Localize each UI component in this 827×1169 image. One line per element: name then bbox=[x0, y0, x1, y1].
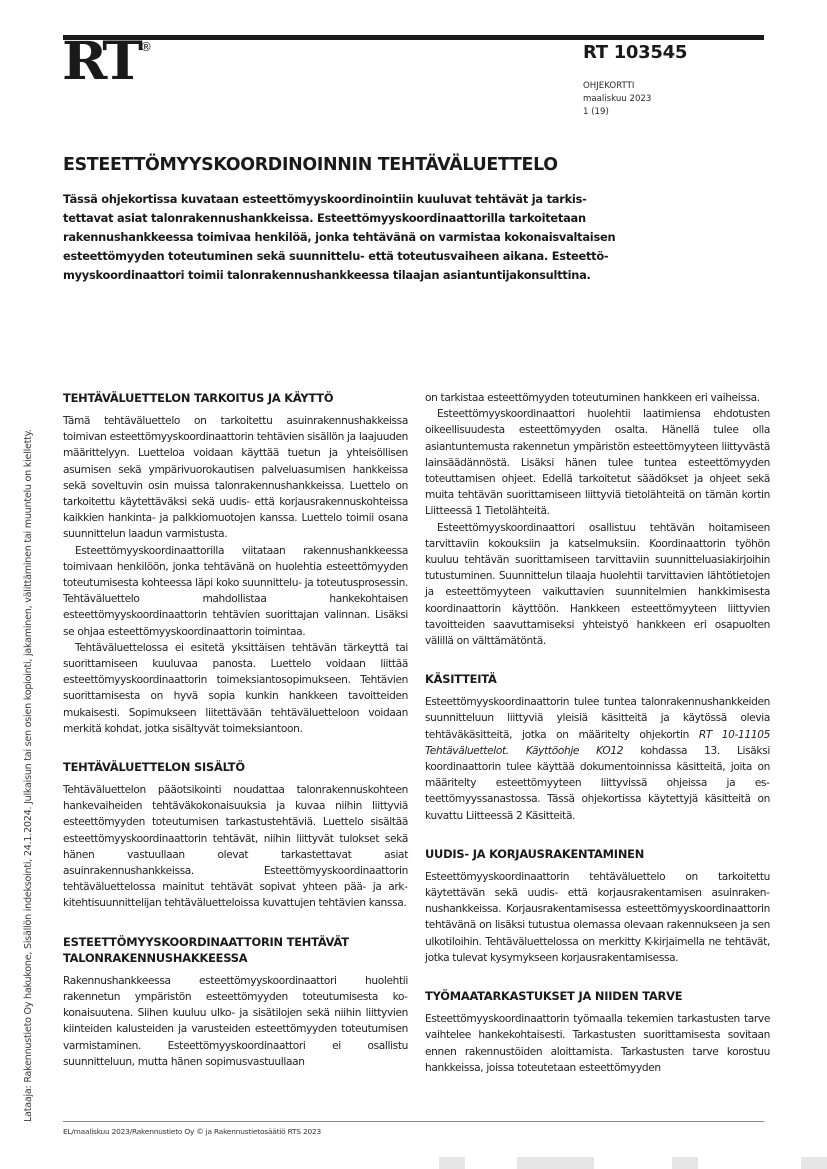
footer-rule bbox=[63, 1121, 764, 1122]
document-date: maaliskuu 2023 bbox=[583, 94, 652, 104]
section-heading: TEHTÄVÄLUETTELON TARKOITUS JA KÄYTTÖ bbox=[63, 391, 334, 405]
lead-line: esteettömyyden toteutuminen sekä suunnittelu- että toteutusvaiheen aikana. Esteettö- bbox=[63, 249, 609, 263]
document-type: OHJEKORTTI bbox=[583, 81, 635, 91]
section-sisalto bbox=[63, 759, 408, 912]
section-uudis bbox=[425, 846, 770, 966]
section-tarkoitus bbox=[63, 390, 408, 737]
body-text: kohdassa 13. Lisäksi koordinaattorin tulee käyttää dokumentoinnissa käsitteitä, joita on määritelty esteettömyyteen liittyvissä ohjeissa ja esteettömyyssanastossa. Tässä ohjekortissa käytettyjä käsitteitä on kuvattu Liitteessä 2 Käsitteitä. bbox=[425, 744, 770, 822]
body-paragraph: Tehtäväluettelon pääotsikointi noudattaa talonrakennuskohteen hankevaiheiden tehtäväkokonaisuuksia ja kuvaa niihin liittyviä esteettömyyden toteutumisen tarkastustehtäviä. Luettelo sisältää esteettömyyskoordinaattorin tehtävät, niihin liittyvät tulokset sekä hänen vastuullaan olevat tarkastettavat asiat asuinrakennushankkeissa. Esteettömyyskoordinaattorin tehtäväluettelossa mainitut tehtävät sopivat yhteen pää- ja arkkitehtisuunnittelijan tehtäväluetteloissa kuvattujen tehtävien kanssa. bbox=[63, 784, 408, 910]
page-title: ESTEETTÖMYYSKOORDINOINNIN TEHTÄVÄLUETTELO bbox=[63, 155, 558, 175]
body-paragraph: Esteettömyyskoordinaattori huolehtii laatimiensa ehdotusten oikeellisuudesta esteettömyyden osalta. Hänellä tulee olla asiantuntemusta rakennetun ympäristön esteettömyyteen liittyvästä lainsäädännöstä. Lisäksi hänen tulee tuntea esteettömyyden toteuttamisen ohjeet. Edellä tarkoitetut säädökset ja ohjeet sekä muita tehtävän suorittamiseen liittyviä tietolähteitä on tämän kortin Liitteessä 1 Tietolähteitä. bbox=[425, 408, 770, 518]
body-paragraph: Rakennushankkeessa esteettömyyskoordinaattori huolehtii rakennetun ympäristön esteettömyyden toteutumisesta kokonaisuutena. Siihen kuuluu ulko- ja sisätilojen sekä niihin liittyvien kiinteiden kalusteiden ja varusteiden esteettömyyden toteutumisen varmistaminen. Esteettömyyskoordinaattori ei osallistu suunnitteluun, mutta hänen sopimusvastuullaan bbox=[63, 974, 408, 1068]
body-paragraph: Esteettömyyskoordinaattorilla viitataan rakennushankkeessa toimivaan henkilöön, jonka tehtävänä on huolehtia esteettömyyden toteutumisesta kohteessa läpi koko suunnittelu- ja toteutusprosessin. Tehtäväluettelo mahdollistaa hankekohtaisen esteettömyyskoordinaattorin tehtävien suorittajan valinnan. Lisäksi se ohjaa esteettömyyskoordinaattorin toimintaa. bbox=[63, 544, 408, 638]
section-kasitteita bbox=[425, 671, 770, 824]
document-reference: RT 10-11105 Tehtäväluettelot. Käyttöohje KO12 bbox=[425, 728, 770, 757]
lead-line: Tässä ohjekortissa kuvataan esteettömyyskoordinointiin kuuluvat tehtävät ja tarkis- bbox=[63, 192, 587, 206]
body-paragraph: Tämä tehtäväluettelo on tarkoitettu asuinrakennushakkeissa toimivan esteettömyyskoordinaattorin tehtävien sisällön ja laajuuden määrittelyyn. Luetteloa voidaan käyttää tuetun ja yhteisöllisen asumisen sekä ympärivuorokautisen palveluasumisen hankkeissa sekä soveltuvin osin muissa talonrakennushankkeissa. Luettelo on tarkoitettu käytettäväksi sekä uudis- että korjausrakennuskohteissa kaikkien hankinta- ja palkkiomuotojen kanssa. Luettelo toimii osana suunnittelun laadun varmistusta. bbox=[63, 415, 408, 541]
body-paragraph: Tehtäväluettelossa ei esitetä yksittäisen tehtävän tärkeyttä tai suorittamiseen kuuluvaa panosta. Luettelo voidaan liittää esteettömyyskoordinaattorin toimeksiantosopimukseen. Tehtävien suorittamisesta on hyvä sopia kunkin hankkeen tavoitteiden mukaisesti. Sopimukseen liitettävään tehtäväluetteloon voidaan merkitä kohdat, jotka sisältyvät toimeksiantoon. bbox=[63, 641, 408, 735]
footer-decoration bbox=[439, 1157, 465, 1169]
document-number: RT 103545 bbox=[583, 42, 688, 63]
footer-decoration bbox=[517, 1157, 594, 1169]
registered-mark: ® bbox=[140, 40, 152, 54]
body-paragraph: Esteettömyyskoordinaattorin työmaalla tekemien tarkastusten tarve vaihtelee hankekohtaisesti. Tarkastusten suorittamisesta sovitaan ennen rakennustöiden aloittamista. Tarkastusten tarve korostuu hankkeissa, joissa toteutetaan esteettömyyden bbox=[425, 1013, 770, 1074]
rt-logo: RT bbox=[62, 31, 139, 92]
left-column bbox=[63, 390, 408, 1092]
section-heading: TYÖMAATARKASTUKSET JA NIIDEN TARVE bbox=[425, 989, 683, 1004]
section-tehtavat bbox=[63, 934, 408, 1070]
document-meta bbox=[583, 80, 651, 119]
section-tehtavat-continued bbox=[425, 390, 770, 649]
section-heading: TEHTÄVÄLUETTELON SISÄLTÖ bbox=[63, 760, 245, 775]
right-column bbox=[425, 390, 770, 1098]
lead-line: tettavat asiat talonrakennushankkeissa. Esteettömyyskoordinaattorilla tarkoitetaan bbox=[63, 211, 586, 225]
footer-decoration bbox=[801, 1157, 827, 1169]
header-rule bbox=[63, 35, 764, 40]
footer-copyright: EL/maaliskuu 2023/Rakennustieto Oy © ja Rakennustietosäätiö RTS 2023 bbox=[63, 1127, 321, 1136]
lead-paragraph bbox=[63, 190, 616, 285]
body-text: Esteettömyyskoordinaattorin tulee tuntea talonrakennushankkeiden suunnitteluun liittyviä yleisiä käsitteitä ja käytössä olevia tehtäväkäsitteitä, jotka on määritelty ohjekortin bbox=[425, 696, 770, 741]
lead-line: myyskoordinaattori toimii talonrakennushankkeessa tilaajan asiantuntijakonsulttina. bbox=[63, 268, 591, 282]
body-paragraph: on tarkistaa esteettömyyden toteutuminen hankkeen eri vaiheissa. bbox=[425, 392, 760, 404]
section-heading: UUDIS- JA KORJAUSRAKENTAMINEN bbox=[425, 846, 645, 861]
section-heading: KÄSITTEITÄ bbox=[425, 672, 497, 687]
section-heading: ESTEETTÖMYYSKOORDINAATTORIN TEHTÄVÄT TALONRAKENNUSHAKKEESSA bbox=[63, 934, 349, 965]
lead-line: rakennushankkeessa toimivaa henkilöä, jonka tehtävänä on varmistaa kokonaisvaltaisen bbox=[63, 230, 616, 244]
page-number: 1 (19) bbox=[583, 107, 609, 117]
body-paragraph: Esteettömyyskoordinaattori osallistuu tehtävän hoitamiseen tarvittaviin kokouksiin ja katselmuksiin. Koordinaattorin työhön kuuluu tehtävän suorittamiseen tarvittaviin suunnitteluasiakirjoihin tutustuminen. Suunnittelun tilaaja huolehtii tarvittavien lähtötietojen ja esteettömyyteen vaikuttavien suunnitelmien hankkimisesta koordinaattorin käyttöön. Hankkeen esteettömyyteen liittyvien tavoitteiden saavuttamiseksi yhteistyö hankkeen eri osapuolten välillä on välttämätöntä. bbox=[425, 521, 770, 648]
section-tyomaa bbox=[425, 988, 770, 1076]
body-paragraph bbox=[425, 694, 770, 824]
body-paragraph: Esteettömyyskoordinaattorin tehtäväluettelo on tarkoitettu käytettävän sekä uudis- että korjausrakentamisen asuinrakennushankkeissa. Korjausrakentamisessa esteettömyyskoordinaattorin tehtävänä on lisäksi tutustua olemassa olevaan rakennukseen ja sen ulkotiloihin. Tehtäväluettelossa on merkitty K-kirjaimella ne tehtävät, jotka tulevat kysymykseen korjausrakentamisessa. bbox=[425, 870, 770, 964]
download-notice-text: Lataaja: Rakennustieto Oy hakukone, Sisällön indeksointi, 24.1.2024. Julkaisun tai sen osien kopiointi, jakaminen, välittäminen tai muuntelu on kielletty. bbox=[23, 429, 34, 1122]
footer-decoration bbox=[672, 1157, 698, 1169]
